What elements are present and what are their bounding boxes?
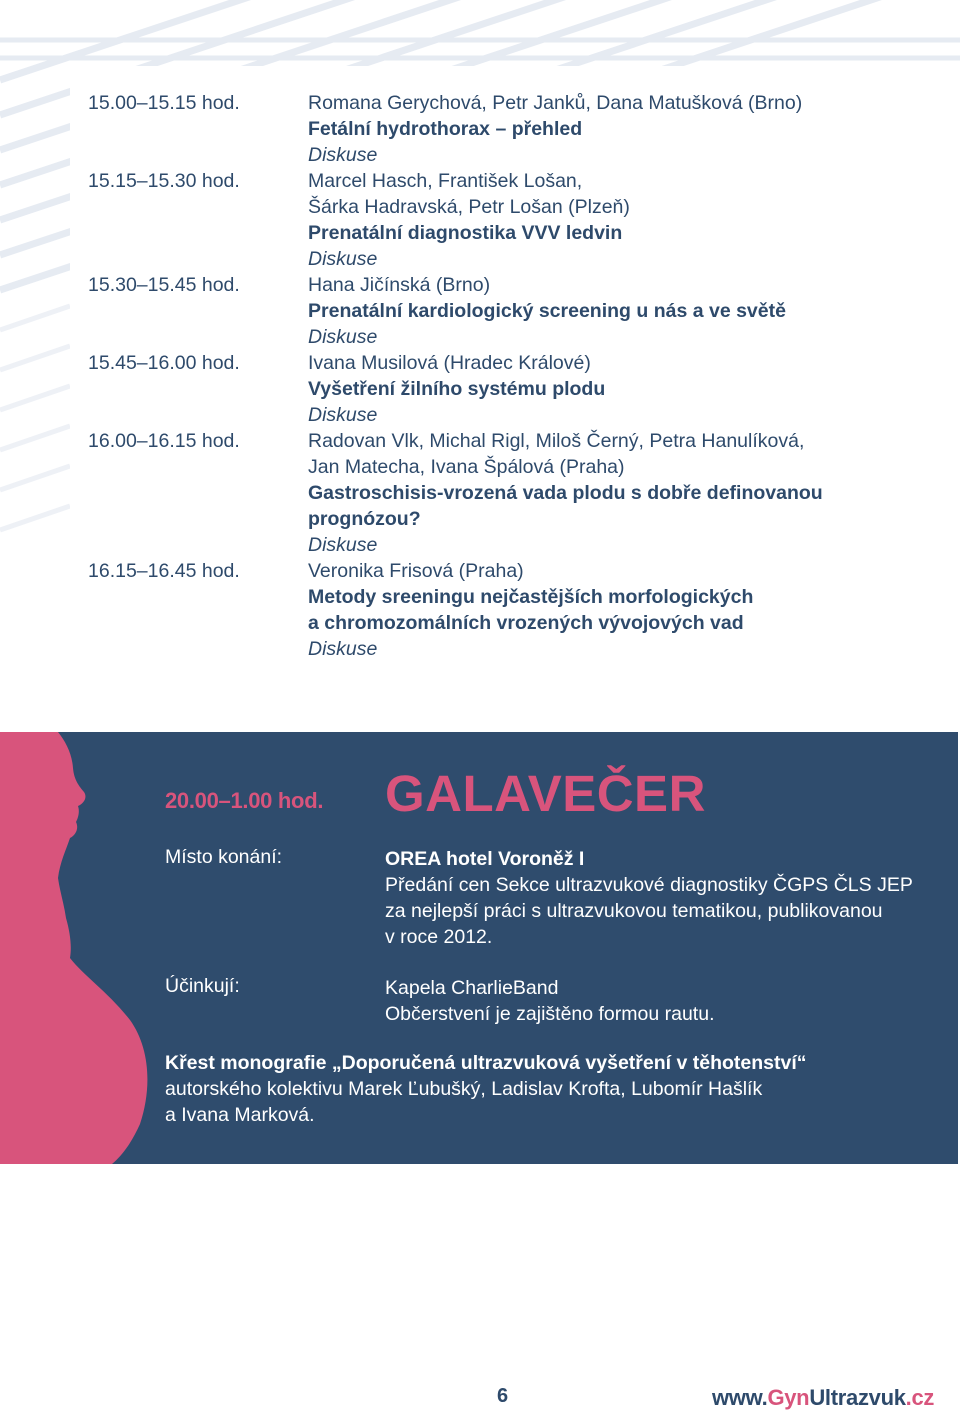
session-title: Metody sreeningu nejčastějších morfologických (308, 586, 754, 608)
program-session (88, 558, 948, 662)
session-speakers: Ivana Musilová (Hradec Králové) (308, 352, 591, 374)
gala-time: 20.00–1.00 hod. (165, 788, 324, 813)
session-title: Gastroschisis-vrozená vada plodu s dobře definovanou (308, 482, 823, 504)
session-time: 16.15–16.45 hod. (88, 560, 240, 582)
session-body (308, 90, 948, 168)
site-gyn: Gyn (767, 1385, 810, 1410)
program-session (88, 272, 948, 350)
session-speakers: Hana Jičínská (Brno) (308, 274, 491, 296)
site-prefix: www. (712, 1385, 768, 1410)
session-speakers: Radovan Vlk, Michal Rigl, Miloš Černý, Petra Hanulíková, (308, 430, 805, 452)
session-time: 15.00–15.15 hod. (88, 92, 240, 114)
program-session (88, 168, 948, 272)
session-speakers: Romana Gerychová, Petr Janků, Dana Matušková (Brno) (308, 92, 803, 114)
monograph-launch (165, 1050, 945, 1128)
session-speakers: Marcel Hasch, František Lošan, (308, 170, 583, 192)
session-title: Prenatální kardiologický screening u nás a ve světě (308, 300, 786, 322)
venue-name: OREA hotel Voroněž I (385, 848, 585, 870)
session-body (308, 350, 948, 428)
venue-line: za nejlepší práci s ultrazvukovou tematikou, publikovanou (385, 900, 883, 922)
session-title: Prenatální diagnostika VVV ledvin (308, 222, 623, 244)
page-number: 6 (497, 1385, 509, 1407)
session-body (308, 168, 948, 272)
session-title: Vyšetření žilního systému plodu (308, 378, 606, 400)
program-session (88, 428, 948, 558)
session-discussion: Diskuse (308, 638, 378, 660)
performers-line: Kapela CharlieBand (385, 977, 559, 999)
session-time: 15.15–15.30 hod. (88, 170, 240, 192)
venue-label: Místo konání: (165, 846, 283, 868)
session-discussion: Diskuse (308, 534, 378, 556)
monograph-title: Křest monografie „Doporučená ultrazvuková vyšetření v těhotenství“ (165, 1052, 807, 1074)
session-time: 15.45–16.00 hod. (88, 352, 240, 374)
session-discussion: Diskuse (308, 144, 378, 166)
session-title: prognózou? (308, 508, 421, 530)
website-url[interactable] (712, 1385, 934, 1411)
venue-line: v roce 2012. (385, 926, 493, 948)
session-discussion: Diskuse (308, 326, 378, 348)
session-body (308, 558, 948, 662)
session-discussion: Diskuse (308, 404, 378, 426)
session-time: 16.00–16.15 hod. (88, 430, 240, 452)
pregnant-silhouette-icon (0, 732, 150, 1164)
monograph-line: autorského kolektivu Marek Ľubušký, Ladislav Krofta, Lubomír Hašlík (165, 1078, 763, 1100)
afternoon-program (88, 90, 948, 662)
program-session (88, 350, 948, 428)
performers-line: Občerstvení je zajištěno formou rautu. (385, 1003, 715, 1025)
gala-title: GALAVEČER (385, 765, 706, 822)
session-body (308, 272, 948, 350)
site-main: Ultrazvuk (809, 1385, 906, 1410)
session-speakers: Šárka Hadravská, Petr Lošan (Plzeň) (308, 196, 630, 218)
program-session (88, 90, 948, 168)
performers-label: Účinkují: (165, 975, 240, 997)
venue-details (385, 846, 945, 950)
session-time: 15.30–15.45 hod. (88, 274, 240, 296)
session-speakers: Veronika Frisová (Praha) (308, 560, 524, 582)
session-title: a chromozomálních vrozených vývojových vad (308, 612, 744, 634)
session-discussion: Diskuse (308, 248, 378, 270)
session-title: Fetální hydrothorax – přehled (308, 118, 583, 140)
gala-evening-panel (0, 732, 958, 1164)
performers-details (385, 975, 945, 1027)
site-suffix: .cz (905, 1385, 935, 1410)
venue-line: Předání cen Sekce ultrazvukové diagnostiky ČGPS ČLS JEP (385, 874, 913, 896)
monograph-line: a Ivana Marková. (165, 1104, 315, 1126)
session-body (308, 428, 948, 558)
session-speakers: Jan Matecha, Ivana Špálová (Praha) (308, 456, 625, 478)
